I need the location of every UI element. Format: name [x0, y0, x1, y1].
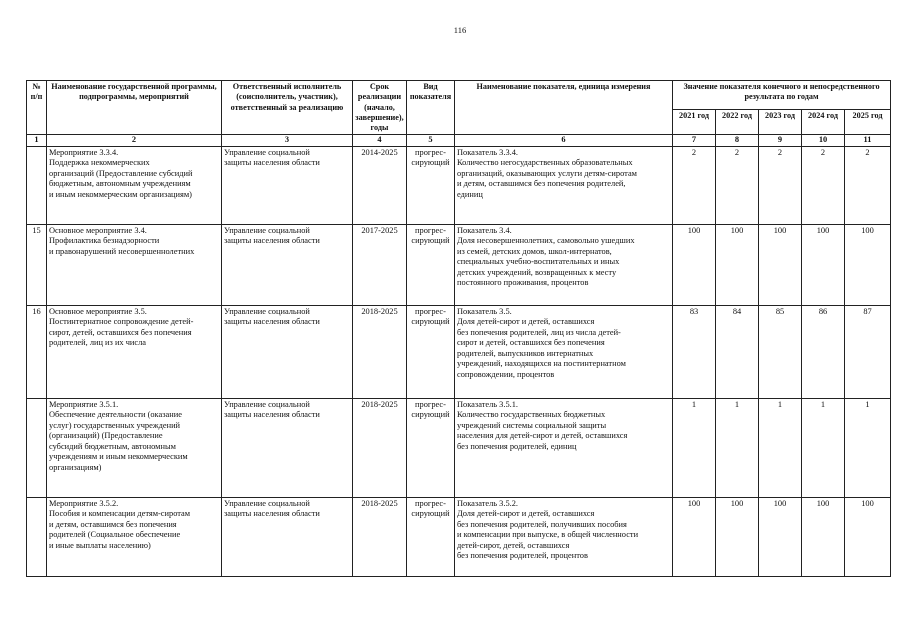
column-number: 5 — [407, 135, 455, 147]
row-period: 2018-2025 — [353, 398, 407, 497]
row-indicator-type: прогрес- сирующий — [407, 497, 455, 576]
header-year-2023: 2023 год — [759, 110, 802, 135]
row-indicator: Показатель 3.5. Доля детей-сирот и детей, оставшихся без попечения родителей, лиц из числа детей- сирот и детей, оставшихся без попечения родителей, выпускников интернатных учреждений, находящихся на постинтернатном сопровождении, процентов — [455, 305, 673, 398]
header-executor: Ответственный исполнитель (соисполнитель, участник), ответственный за реализацию — [222, 81, 353, 135]
header-row — [27, 81, 891, 110]
header-year-2025: 2025 год — [845, 110, 891, 135]
page-number: 116 — [453, 25, 467, 35]
row-period: 2014-2025 — [353, 146, 407, 224]
row-value-2023: 100 — [759, 224, 802, 305]
header-indicator-type: Вид показателя — [407, 81, 455, 135]
row-value-2023: 1 — [759, 398, 802, 497]
row-value-2021: 2 — [673, 146, 716, 224]
header-year-2022: 2022 год — [716, 110, 759, 135]
column-number: 1 — [27, 135, 47, 147]
column-number: 4 — [353, 135, 407, 147]
row-value-2021: 100 — [673, 497, 716, 576]
row-indicator-type: прогрес- сирующий — [407, 224, 455, 305]
row-value-2021: 83 — [673, 305, 716, 398]
table-row — [27, 497, 891, 576]
row-measure-name: Мероприятие 3.5.2. Пособия и компенсации детям-сиротам и детям, оставшимся без попечения родителей (Социальное обеспечение и иные выплаты населению) — [47, 497, 222, 576]
row-value-2022: 2 — [716, 146, 759, 224]
header-indicator-name: Наименование показателя, единица измерения — [455, 81, 673, 135]
column-number: 2 — [47, 135, 222, 147]
row-measure-name: Основное мероприятие 3.4. Профилактика безнадзорности и правонарушений несовершеннолетних — [47, 224, 222, 305]
row-executor: Управление социальной защиты населения области — [222, 398, 353, 497]
row-measure-name: Мероприятие 3.5.1. Обеспечение деятельности (оказание услуг) государственных учреждений (организаций) (Предоставление субсидий бюджетным, автономным учреждениям и иным некоммерческим организациям) — [47, 398, 222, 497]
column-number: 6 — [455, 135, 673, 147]
row-value-2024: 86 — [802, 305, 845, 398]
row-value-2021: 1 — [673, 398, 716, 497]
column-number: 3 — [222, 135, 353, 147]
column-number: 11 — [845, 135, 891, 147]
row-indicator-type: прогрес- сирующий — [407, 146, 455, 224]
row-num: 16 — [27, 305, 47, 398]
column-number: 9 — [759, 135, 802, 147]
row-num — [27, 146, 47, 224]
row-num: 15 — [27, 224, 47, 305]
row-value-2022: 84 — [716, 305, 759, 398]
row-measure-name: Мероприятие 3.3.4. Поддержка некоммерческих организаций (Предоставление субсидий бюджетным, автономным учреждениям и иным некоммерческим организациям) — [47, 146, 222, 224]
row-value-2022: 100 — [716, 497, 759, 576]
table-row — [27, 224, 891, 305]
row-period: 2018-2025 — [353, 497, 407, 576]
table-row — [27, 398, 891, 497]
row-value-2021: 100 — [673, 224, 716, 305]
row-num — [27, 497, 47, 576]
column-number-row — [27, 135, 891, 147]
header-num: № п/п — [27, 81, 47, 135]
row-value-2025: 1 — [845, 398, 891, 497]
row-value-2024: 1 — [802, 398, 845, 497]
row-value-2025: 87 — [845, 305, 891, 398]
column-number: 8 — [716, 135, 759, 147]
row-value-2024: 100 — [802, 224, 845, 305]
row-value-2025: 100 — [845, 497, 891, 576]
row-executor: Управление социальной защиты населения области — [222, 224, 353, 305]
header-values-group: Значение показателя конечного и непосредственного результата по годам — [673, 81, 891, 110]
row-indicator: Показатель 3.5.2. Доля детей-сирот и детей, оставшихся без попечения родителей, получивших пособия и компенсации при выпуске, в общей численности детей-сирот, детей, оставшихся без попечения родителей, процентов — [455, 497, 673, 576]
header-program-name: Наименование государственной программы, подпрограммы, мероприятий — [47, 81, 222, 135]
row-measure-name: Основное мероприятие 3.5. Постинтернатное сопровождение детей- сирот, детей, оставшихся без попечения родителей, лиц из их числа — [47, 305, 222, 398]
row-value-2023: 2 — [759, 146, 802, 224]
row-value-2022: 1 — [716, 398, 759, 497]
row-indicator-type: прогрес- сирующий — [407, 305, 455, 398]
row-executor: Управление социальной защиты населения области — [222, 305, 353, 398]
row-executor: Управление социальной защиты населения области — [222, 146, 353, 224]
row-value-2023: 85 — [759, 305, 802, 398]
table-row — [27, 146, 891, 224]
row-indicator: Показатель 3.3.4. Количество негосударственных образовательных организаций, оказывающих услуги детям-сиротам и детям, оставшимся без попечения родителей, единиц — [455, 146, 673, 224]
program-table — [26, 80, 891, 577]
row-value-2022: 100 — [716, 224, 759, 305]
header-period: Срок реализации (начало, завершение), годы — [353, 81, 407, 135]
row-value-2025: 100 — [845, 224, 891, 305]
column-number: 7 — [673, 135, 716, 147]
row-period: 2018-2025 — [353, 305, 407, 398]
table-row — [27, 305, 891, 398]
header-year-2021: 2021 год — [673, 110, 716, 135]
header-year-2024: 2024 год — [802, 110, 845, 135]
row-num — [27, 398, 47, 497]
row-indicator: Показатель 3.4. Доля несовершеннолетних, самовольно ушедших из семей, детских домов, школ-интернатов, специальных учебно-воспитательных и иных детских учреждений, возвращенных к месту постоянного проживания, процентов — [455, 224, 673, 305]
row-value-2023: 100 — [759, 497, 802, 576]
column-number: 10 — [802, 135, 845, 147]
row-value-2024: 100 — [802, 497, 845, 576]
row-executor: Управление социальной защиты населения области — [222, 497, 353, 576]
row-indicator: Показатель 3.5.1. Количество государственных бюджетных учреждений системы социальной защиты населения для детей-сирот и детей, оставшихся без попечения родителей, единиц — [455, 398, 673, 497]
row-value-2025: 2 — [845, 146, 891, 224]
row-indicator-type: прогрес- сирующий — [407, 398, 455, 497]
row-period: 2017-2025 — [353, 224, 407, 305]
row-value-2024: 2 — [802, 146, 845, 224]
